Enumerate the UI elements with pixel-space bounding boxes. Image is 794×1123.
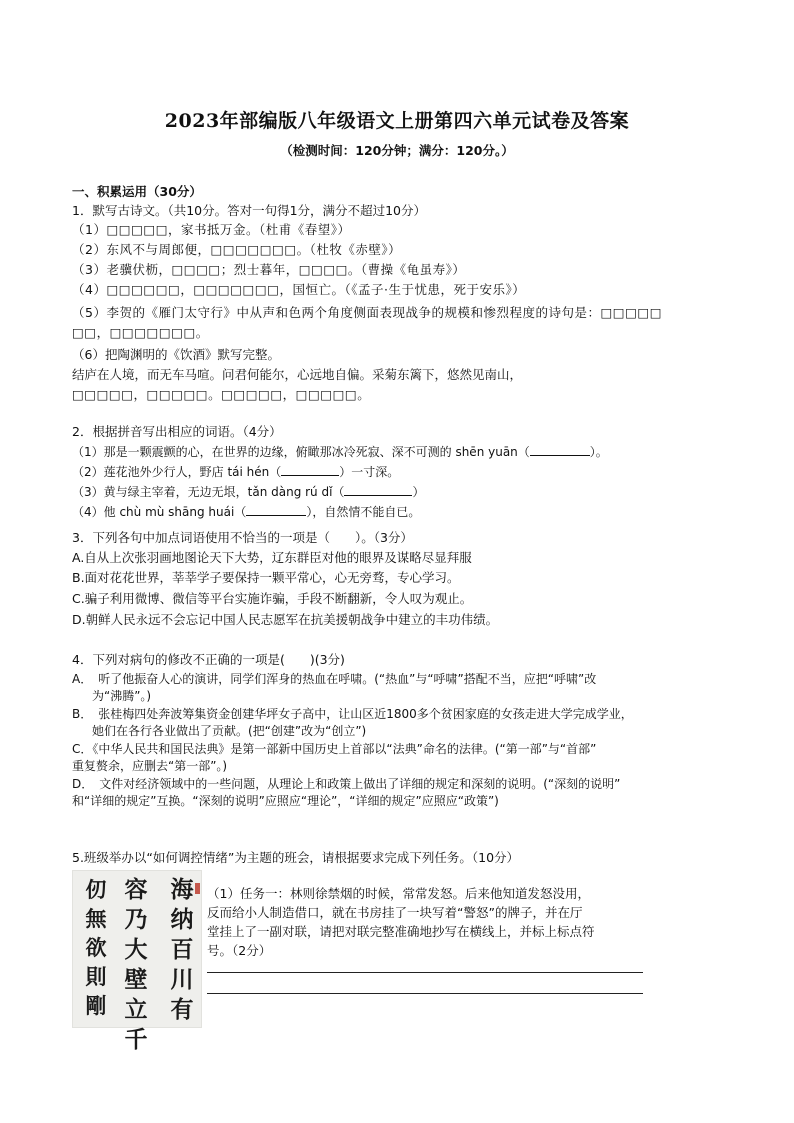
q4-option-b-cont: 她们在各行各业做出了贡献。(把“创建”改为“创立”) xyxy=(92,724,367,738)
q5-task1-text: （1）任务一：林则徐禁烟的时候，常常发怒。后来他知道发怒没用， xyxy=(207,886,590,901)
q2-item xyxy=(72,463,399,480)
q1-line: （6）把陶渊明的《饮酒》默写完整。 xyxy=(72,347,280,362)
q1-line: □□，□□□□□□□。 xyxy=(72,325,209,340)
q1-line: □□□□□，□□□□□。□□□□□，□□□□□。 xyxy=(72,387,371,402)
q2-item xyxy=(72,483,424,500)
answer-blank[interactable] xyxy=(281,463,339,476)
q1-line: 结庐在人境，而无车马喧。问君何能尔，心远地自偏。采菊东篱下，悠然见南山， xyxy=(72,367,523,382)
answer-line[interactable] xyxy=(207,993,643,994)
section-heading: 一、积累运用（30分） xyxy=(72,184,202,199)
page-title: 2023年部编版八年级语文上册第四六单元试卷及答案 xyxy=(164,110,630,132)
q5-task1-text: 堂挂上了一副对联，请把对联完整准确地抄写在横线上，并标上标点符 xyxy=(207,924,595,939)
answer-blank[interactable] xyxy=(344,483,412,496)
q3-option-c: C.骗子利用微博、微信等平台实施诈骗，手段不断翻新，令人叹为观止。 xyxy=(72,591,473,606)
q2-item-text: （1）那是一颗震颤的心，在世界的边缘，俯瞰那冰冷死寂、深不可测的 shēn yuān（ xyxy=(72,445,530,459)
q5-stem: 5.班级举办以“如何调控情绪”为主题的班会，请根据要求完成下列任务。（10分） xyxy=(72,850,520,865)
q2-item xyxy=(72,503,420,520)
q2-item-text: （2）莲花池外少行人，野店 tái hén（ xyxy=(72,465,282,479)
q5-task1-text: 号。（2分） xyxy=(207,943,272,958)
answer-line[interactable] xyxy=(207,972,643,973)
couplet-column: 仞無欲則剛 xyxy=(85,877,107,1018)
answer-blank[interactable] xyxy=(246,503,306,516)
q5-task1-text: 反而给小人制造借口，就在书房挂了一块写着“警怒”的牌子，并在厅 xyxy=(207,905,583,920)
q2-item-text: （4）他 chù mù shāng huái（ xyxy=(72,505,247,519)
q4-option-d: D． 文件对经济领域中的一些问题，从理论上和政策上做出了详细的规定和深刻的说明。(“深刻的说明” xyxy=(72,777,621,791)
q2-stem: 2．根据拼音写出相应的词语。（4分） xyxy=(72,424,282,439)
q4-option-a: A． 听了他振奋人心的演讲，同学们浑身的热血在呼啸。(“热血”与“呼啸”搭配不当，应把“呼啸”改 xyxy=(72,672,597,686)
q2-item xyxy=(72,443,608,460)
q4-option-b: B． 张桂梅四处奔波筹集资金创建华坪女子高中，让山区近1800多个贫困家庭的女孩走进大学完成学业， xyxy=(72,707,633,721)
q2-item-text: ）。 xyxy=(589,445,608,459)
q2-item-text: ） xyxy=(412,485,425,499)
q3-option-a: A.自从上次张羽画地图论天下大势，辽东群臣对他的眼界及谋略尽显拜服 xyxy=(72,550,472,565)
answer-blank[interactable] xyxy=(530,443,590,456)
couplet-column: 海纳百川有 xyxy=(170,876,194,1023)
q3-stem: 3．下列各句中加点词语使用不恰当的一项是（ ）。（3分） xyxy=(72,530,413,545)
q2-item-text: （3）黄与绿主宰着，无边无垠，tǎn dàng rú dǐ（ xyxy=(72,485,345,499)
q4-stem: 4．下列对病句的修改不正确的一项是( )(3分) xyxy=(72,652,345,667)
q4-option-d-cont: 和“详细的规定”互换。“深刻的说明”应照应“理论”，“详细的规定”应照应“政策”) xyxy=(72,794,499,808)
q1-line: （5）李贺的《雁门太守行》中从声和色两个角度侧面表现战争的规模和惨烈程度的诗句是：□□□□□ xyxy=(72,305,663,320)
q2-item-text: ）一寸深。 xyxy=(339,465,400,479)
q1-stem: 1．默写古诗文。（共10分。答对一句得1分，满分不超过10分） xyxy=(72,203,426,218)
q3-option-b: B.面对花花世界，莘莘学子要保持一颗平常心，心无旁骛，专心学习。 xyxy=(72,570,460,585)
q3-option-d: D.朝鲜人民永远不会忘记中国人民志愿军在抗美援朝战争中建立的丰功伟绩。 xyxy=(72,612,499,627)
q4-option-c: C．《中华人民共和国民法典》是第一部新中国历史上首部以“法典”命名的法律。(“第一部”与“首部” xyxy=(72,742,597,756)
page-subtitle: （检测时间：120分钟；满分：120分。） xyxy=(280,143,514,158)
q4-option-a-cont: 为“沸腾”。) xyxy=(92,689,152,703)
q1-line: （1）□□□□□，家书抵万金。（杜甫《春望》） xyxy=(72,222,351,237)
couplet-column: 容乃大壁立千 xyxy=(124,876,148,1053)
q1-line: （3）老骥伏枥，□□□□；烈士暮年，□□□□。（曹操《龟虽寿》） xyxy=(72,262,466,277)
q1-line: （4）□□□□□□，□□□□□□□，国恒亡。（《孟子·生于忧患，死于安乐》） xyxy=(72,282,526,297)
q4-option-c-cont: 重复赘余，应删去“第一部”。) xyxy=(72,759,228,773)
calligraphy-couplet-image xyxy=(72,870,202,1053)
q1-line: （2）东风不与周郎便，□□□□□□□。（杜牧《赤壁》） xyxy=(72,242,402,257)
q2-item-text: ），自然情不能自已。 xyxy=(306,505,421,519)
